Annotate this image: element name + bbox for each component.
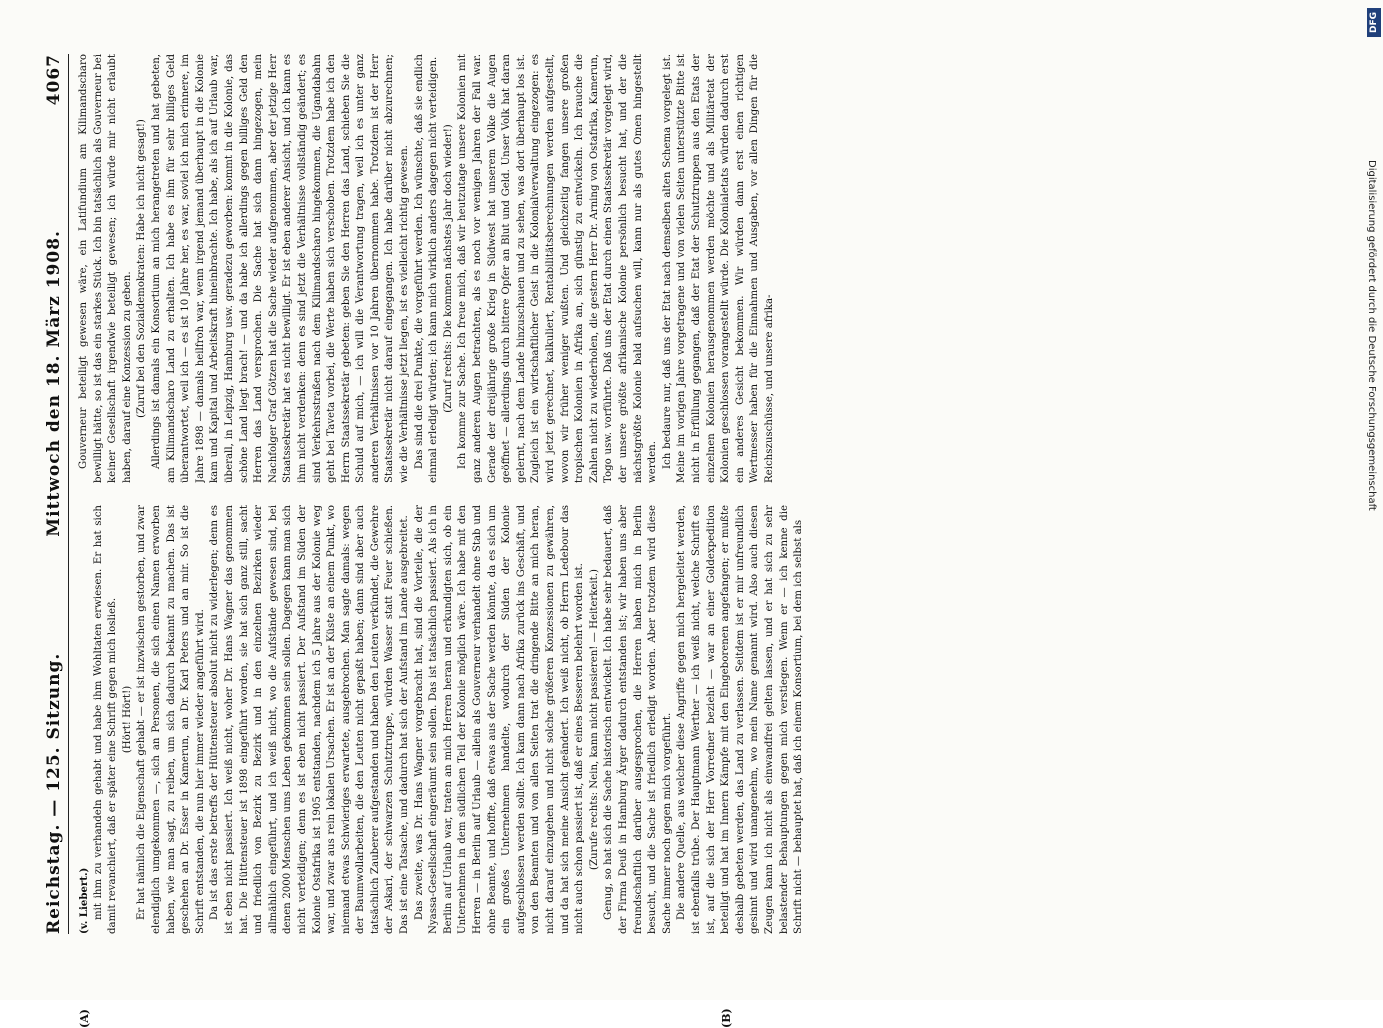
page-number: 4067 bbox=[44, 54, 64, 106]
left-column-paragraph: mit ihm zu verhandeln gehabt und habe ihm Wohltaten erwiesen. Er hat sich damit revanchiert, daß er später eine Schrift gegen mich losließ. bbox=[92, 505, 119, 934]
right-column bbox=[77, 54, 1336, 483]
text-columns bbox=[77, 54, 1336, 934]
left-column-paragraph: Das zweite, was Dr. Hans Wagner vorgebracht hat, sind die Vorteile, die der Nyassa-Gesellschaft eingeräumt sein sollen. Das ist tatsächlich passiert. Als ich in Berlin auf Urlaub war, traten an mich Herren heran und erkundigten sich, ob ein Unternehmen in dem südlichen Teil der Kolonie möglich wäre. Ich habe mit den Herren — in Berlin auf Urlaub — allein als Gouverneur verhandelt ohne Stab und ohne Beamte, und hoffte, daß etwas aus der Sache werden könnte, da es sich um ein großes Unternehmen handelte, wodurch der Süden der Kolonie aufgeschlossen werden sollte. Ich kam dann nach Afrika zurück ins Geschäft, und von den Beamten und von allen Seiten trat die dringende Bitte an mich heran, nicht darauf einzugehen und nicht solche größeren Konzessionen zu gewähren, und da hat sich meine Ansicht geändert. Ich weiß nicht, ob Herrn Ledebour das nicht auch schon passiert ist, daß er eines Besseren belehrt worden ist. bbox=[413, 505, 586, 934]
dfg-logo: DFG bbox=[1367, 8, 1381, 37]
left-column-paragraph: (Zurufe rechts: Nein, kann nicht passieren! — Heiterkeit.) bbox=[588, 569, 600, 870]
right-column-paragraph: Ich komme zur Sache. Ich freue mich, daß wir heutzutage unsere Kolonien mit ganz anderen Augen betrachten, als es noch vor wenigen Jahren der Fall war. Gerade der dreijährige große Krieg in Südwest hat unserem Volke die Augen geöffnet — allerdings durch bittere Opfer an Blut und Geld. Unser Volk hat daran gelernt, nach dem Lande hinzuschauen und zu sehen, was dort überhaupt los ist. Zugleich ist ein wirtschaftlicher Geist in die Kolonialverwaltung eingezogen: es wird jetzt gerechnet, kalkuliert, Rentabilitätsberechnungen werden aufgestellt, wovon wir früher weniger wußten. Und gleichzeitig fangen unsere großen tropischen Kolonien in Afrika an, sich günstig zu entwickeln. Ich brauche die Zahlen nicht zu wiederholen, die gestern Herr Dr. Arning von Ostafrika, Kamerun, Togo usw. vorführte. Daß uns der Etat durch einen Staatssekretär vorgelegt wird, der unsere größte afrikanische Kolonie persönlich besucht hat, und der die nächstgrößte Kolonie bald aufsuchen will, kann nur als gutes Omen hingestellt werden. bbox=[457, 54, 659, 483]
left-column-paragraph: Da ist das erste betreffs der Hüttensteuer absolut nicht zu widerlegen; denn es ist eben nicht passiert. Ich weiß nicht, woher Dr. Hans Wagner das genommen hat. Die Hüttensteuer ist 1898 eingeführt worden, sie hat sich ganz still, sacht und friedlich von Bezirk zu Bezirk und in den einzelnen Bezirken wieder allmählich eingeführt, und ich weiß nicht, wo die Aufstände gewesen sind, bei denen 2000 Menschen ums Leben gekommen sein sollen. Dagegen kann man sich nicht verteidigen; denn es ist eben nicht passiert. Der Aufstand im Süden der Kolonie Ostafrika ist 1905 entstanden, nachdem ich 5 Jahre aus der Kolonie weg war, und zwar aus rein lokalen Ursachen. Er ist an der Küste an einem Punkt, wo niemand etwas Schwieriges erwartete, ausgebrochen. Man sagte damals: wegen der Baumwollarbeiten, die den Leuten nicht gepaßt haben; dann sind aber auch tatsächlich Zauberer aufgestanden und haben den Leuten verkündet, die Gewehre der Askari, der schwarzen Schutztruppe, würden Wasser statt Feuer schießen. Das ist eine Tatsache, und dadurch hat sich der Aufstand im Lande ausgebreitet. bbox=[209, 505, 411, 934]
header-left: Reichstag. — 125. Sitzung. bbox=[44, 652, 64, 934]
right-column-paragraph: Ich bedaure nur, daß uns der Etat nach demselben alten Schema vorgelegt ist. Meine im vorigen Jahre vorgetragene und von vielen Seiten unterstützte Bitte ist nicht in Erfüllung gegangen, daß der Etat der Schutztruppen aus den Etats der einzelnen Kolonien herausgenommen werden möchte und als Militäretat der Kolonien geschlossen vorangestellt würde. Die Kolonialetats würden dadurch erst ein anderes Gesicht bekommen. Wir würden dann erst einen richtigen Wertmesser haben für die Einnahmen und Ausgaben, vor allen Dingen für die Reichszuschüsse, und unsere afrika- bbox=[661, 54, 775, 483]
margin-marker-a: (A) bbox=[78, 1009, 91, 1028]
right-column-paragraph: (Zuruf bei den Sozialdemokraten: Habe ich nicht gesagt!) bbox=[136, 119, 148, 418]
digitization-note-text: Digitalisierung gefördert durch die Deutsche Forschungsgemeinschaft bbox=[1366, 160, 1377, 511]
right-column-paragraph: Gouverneur beteiligt gewesen wäre, ein Latifundium am Kilimandscharo bewilligt hätte, so ist das ein starkes Stück. Ich bin tatsächlich als Gouverneur bei keiner Gesellschaft irgendwie beteiligt gewesen; ich würde mir nicht erlaubt haben, darauf eine Konzession zu geben. bbox=[78, 54, 133, 483]
digitization-note bbox=[1363, 160, 1377, 840]
speaker-line: (v. Liebert.) bbox=[78, 867, 90, 934]
right-column-paragraph: Allerdings ist damals ein Konsortium an mich herangetreten und hat gebeten, am Kilimandscharo Land zu erhalten. Ich habe es ihm für sehr billiges Geld überantwortet, weil ich — es ist 10 Jahre her, es war, soviel ich mich erinnere, im Jahre 1898 — damals heilfroh war, wenn irgend jemand überhaupt in die Kolonie kam und Kapital und Arbeitskraft hineinbrachte. Ich habe, als ich auf Urlaub war, überall, in Leipzig, Hamburg usw. geradezu geworben: kommt in die Kolonie, das schöne Land liegt brach! — und da habe ich allerdings gegen billiges Geld den Herren das Land versprochen. Die Sache hat sich dann hingezogen, mein Nachfolger Graf Götzen hat die Sache wieder aufgenommen, aber der jetzige Herr Staatssekretär hat es nicht bewilligt. Er ist eben anderer Ansicht, und ich kann es ihm nicht verdenken: denn es sind jetzt die Verhältnisse vollständig geändert; es sind Verkehrsstraßen nach dem Kilimandscharo hingekommen, die Ugandabahn geht bei Taveta vorbei, die Werte haben sich verschoben. Trotzdem habe ich den Herrn Staatssekretär gebeten: geben Sie den Herren das Land, schieben Sie die Schuld auf mich, — ich will die Verantwortung tragen, weil ich es unter ganz anderen Verhältnissen vor 10 Jahren übernommen habe. Trotzdem ist der Herr Staatssekretär nicht darauf eingegangen. Ich habe darüber nicht abzurechnen; wie die Verhältnisse jetzt liegen, ist es vielleicht richtig gewesen. bbox=[150, 54, 411, 483]
right-column-paragraph: (Zuruf rechts: Die kommen nächstes Jahr doch wieder!) bbox=[442, 124, 454, 413]
page-header bbox=[44, 54, 69, 934]
left-column-paragraph: Er hat nämlich die Eigenschaft gehabt — er ist inzwischen gestorben, und zwar elendiglich umgekommen —, sich an Personen, die sich einen Namen erworben haben, wie man sagt, zu reiben, um sich dadurch bekannt zu machen. Das ist geschehen an Dr. Esser in Kamerun, an Dr. Karl Peters und an mir. So ist die Schrift entstanden, die nun hier immer wieder angeführt wird. bbox=[136, 505, 206, 934]
left-column-paragraph: Die andere Quelle, aus welcher diese Angriffe gegen mich hergeleitet werden, ist ebenfalls trübe. Der Hauptmann Werther — ich weiß nicht, welche Schrift es ist, auf die sich der Herr Vorredner bezieht — war an einer Goldexpedition beteiligt und hat im Innern Kämpfe mit den Eingeborenen angefangen; er mußte deshalb gebeten werden, das Land zu verlassen. Seitdem ist er mir unfreundlich gesinnt und wird unangenehm, wo mein Name genannt wird. Also auch diesen Zeugen kann ich nicht als einwandfrei gelten lassen, und er hat sich zu sehr belastender Behauptungen gegen mich verstiegen. Wenn er — ich kenne die Schrift nicht — behauptet hat, daß ich einem Konsortium, bei dem ich selbst als bbox=[676, 505, 805, 934]
header-date: Mittwoch den 18. März 1908. bbox=[44, 230, 64, 537]
left-column-paragraph: (Hört! Hört!) bbox=[121, 685, 133, 754]
left-column bbox=[77, 505, 1336, 934]
margin-marker-b: (B) bbox=[720, 1008, 733, 1028]
right-column-paragraph: Das sind die drei Punkte, die vorgeführt werden. Ich wünschte, daß sie endlich einmal erledigt würden; ich kann mich wirklich anders dagegen nicht verteidigen. bbox=[413, 54, 440, 483]
left-column-paragraph: Genug, so hat sich die Sache historisch entwickelt. Ich habe sehr bedauert, daß der Firma Deuß in Hamburg Ärger dadurch entstanden ist; wir haben uns aber freundschaftlich darüber ausgesprochen, die Herren haben mich in Berlin besucht, und die Sache ist friedlich erledigt worden. Aber trotzdem wird diese Sache immer noch gegen mich vorgeführt. bbox=[603, 505, 673, 934]
